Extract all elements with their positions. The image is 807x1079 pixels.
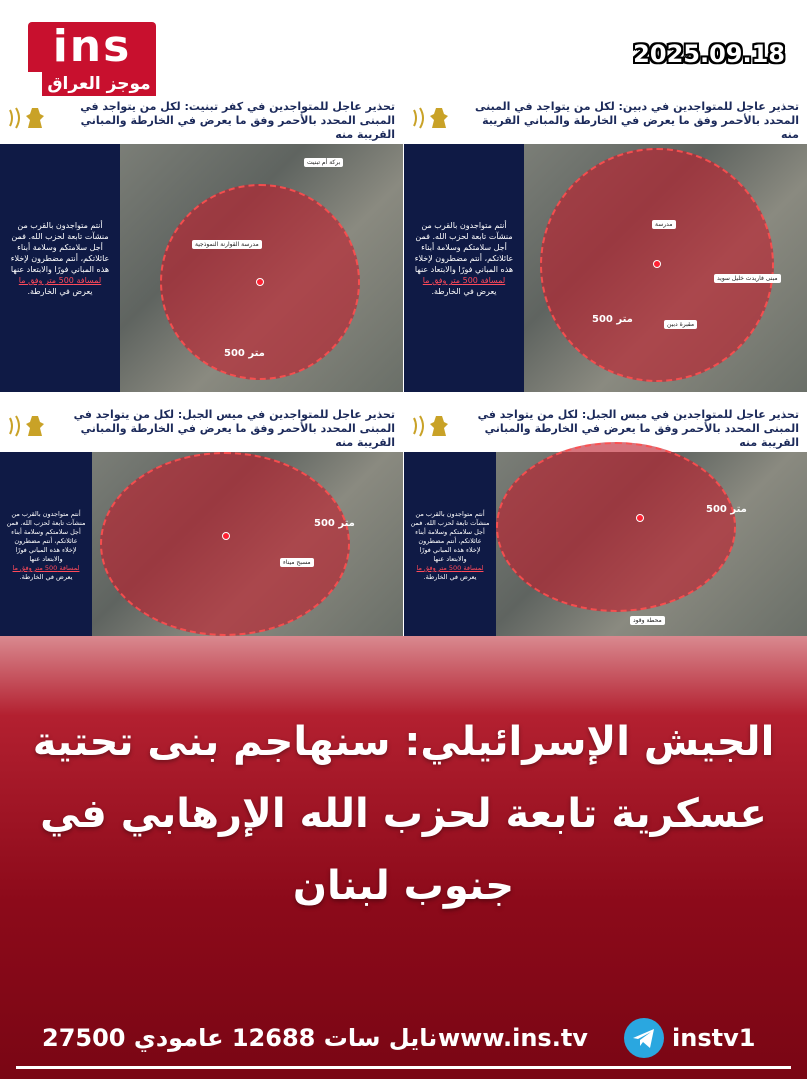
date-label: 2025.09.18 <box>633 40 785 68</box>
location-tag: محطة وقود <box>630 616 665 625</box>
warning-panel-mays-al-jabal-1 <box>0 404 403 636</box>
distance-label: 500 متر <box>706 504 747 515</box>
satellite-map <box>92 452 403 636</box>
location-tag: مدرسة القوارنة النموذجية <box>192 240 262 249</box>
panel-map <box>404 452 807 636</box>
side-text: أنتم متواجدون بالقرب من منشآت تابعة لحزب الله. فمن أجل سلامتكم وسلامة أبناء عائلاتكم، أنتم مضطرون لإخلاء هذه المباني فورًا والابتعاد عنها لمسافة 500 متر وفق ما يعرض في الخارطة. <box>410 220 518 297</box>
ins-logo <box>28 22 156 98</box>
side-highlight: لمسافة 500 متر وفق ما <box>422 276 506 285</box>
target-marker <box>636 514 644 522</box>
warning-panel-kfar-tebnit <box>0 96 403 392</box>
panel-header <box>0 404 403 452</box>
footer-divider <box>16 1066 791 1069</box>
satellite-map <box>524 144 807 392</box>
telegram-icon <box>624 1018 664 1058</box>
panel-map <box>404 144 807 392</box>
footer-bar <box>0 1016 807 1060</box>
side-highlight: لمسافة 500 متر وفق ما <box>416 564 484 572</box>
panel-title: تحذير عاجل للمتواجدين في ميس الجبل: لكل من يتواجد في المبنى المحدد بالأحمر وفق ما يعرض في الخارطة والمباني القريبة منه <box>477 408 799 449</box>
idf-emblem-icon <box>410 104 458 132</box>
panel-header <box>404 96 807 144</box>
panel-side-text-box <box>404 452 496 636</box>
satellite-map <box>120 144 403 392</box>
logo-text: ins <box>28 22 156 72</box>
logo-subtitle: موجز العراق <box>42 72 156 96</box>
target-marker <box>256 278 264 286</box>
idf-emblem-icon <box>6 412 54 440</box>
warning-panel-dibbine <box>404 96 807 392</box>
location-tag: بركة أم تبنيت <box>304 158 343 167</box>
warning-panel-mays-al-jabal-2 <box>404 404 807 636</box>
side-text: أنتم متواجدون بالقرب من منشآت تابعة لحزب الله. فمن أجل سلامتكم وسلامة أبناء عائلاتكم، أنتم مضطرون لإخلاء هذه المباني فورًا والابتعاد عنها لمسافة 500 متر وفق ما يعرض في الخارطة. <box>6 510 86 581</box>
location-tag: مدرسة <box>652 220 676 229</box>
location-tag: مقبرة دبين <box>664 320 697 329</box>
distance-label: 500 متر <box>592 314 633 325</box>
website-link[interactable]: www.ins.tv <box>438 1024 588 1052</box>
location-tag: مبنى فاريدت خليل سويد <box>714 274 781 283</box>
panel-title: تحذير عاجل للمتواجدين في كفر تبنيت: لكل من يتواجد في المبنى المحدد بالأحمر وفق ما يعرض في الخارطة والمباني القريبة منه <box>80 100 395 141</box>
panel-side-text-box <box>0 452 92 636</box>
side-text: أنتم متواجدون بالقرب من منشآت تابعة لحزب الله. فمن أجل سلامتكم وسلامة أبناء عائلاتكم، أنتم مضطرون لإخلاء هذه المباني فورًا والابتعاد عنها لمسافة 500 متر وفق ما يعرض في الخارطة. <box>410 510 490 581</box>
side-highlight: لمسافة 500 متر وفق ما <box>18 276 102 285</box>
target-marker <box>222 532 230 540</box>
headline-banner <box>0 636 807 1079</box>
distance-label: 500 متر <box>314 518 355 529</box>
idf-emblem-icon <box>410 412 458 440</box>
target-marker <box>653 260 661 268</box>
radius-circle <box>100 452 350 636</box>
panel-side-text-box <box>404 144 524 392</box>
idf-emblem-icon <box>6 104 54 132</box>
side-text: أنتم متواجدون بالقرب من منشآت تابعة لحزب الله. فمن أجل سلامتكم وسلامة أبناء عائلاتكم، أنتم مضطرون لإخلاء هذه المباني فورًا والابتعاد عنها لمسافة 500 متر وفق ما يعرض في الخارطة. <box>6 220 114 297</box>
panel-map <box>0 144 403 392</box>
side-highlight: لمسافة 500 متر وفق ما <box>12 564 80 572</box>
distance-label: 500 متر <box>224 348 265 359</box>
location-tag: مسبح ميناء <box>280 558 314 567</box>
panel-map <box>0 452 403 636</box>
panel-header <box>0 96 403 144</box>
headline: الجيش الإسرائيلي: سنهاجم بنى تحتية عسكرية تابعة لحزب الله الإرهابي في جنوب لبنان <box>32 719 775 909</box>
radius-circle <box>496 442 736 612</box>
satellite-map <box>496 452 807 636</box>
social-handle[interactable]: instv1 <box>672 1024 756 1052</box>
panel-side-text-box <box>0 144 120 392</box>
satellite-frequency: نايل سات 12688 عامودي 27500 <box>42 1024 438 1052</box>
panel-title: تحذير عاجل للمتواجدين في ميس الجبل: لكل من يتواجد في المبنى المحدد بالأحمر وفق ما يعرض في الخارطة والمباني القريبة منه <box>73 408 395 449</box>
panel-title: تحذير عاجل للمتواجدين في دبين: لكل من يتواجد في المبنى المحدد بالأحمر وفق ما يعرض في الخارطة والمباني القريبة منه <box>475 100 799 141</box>
